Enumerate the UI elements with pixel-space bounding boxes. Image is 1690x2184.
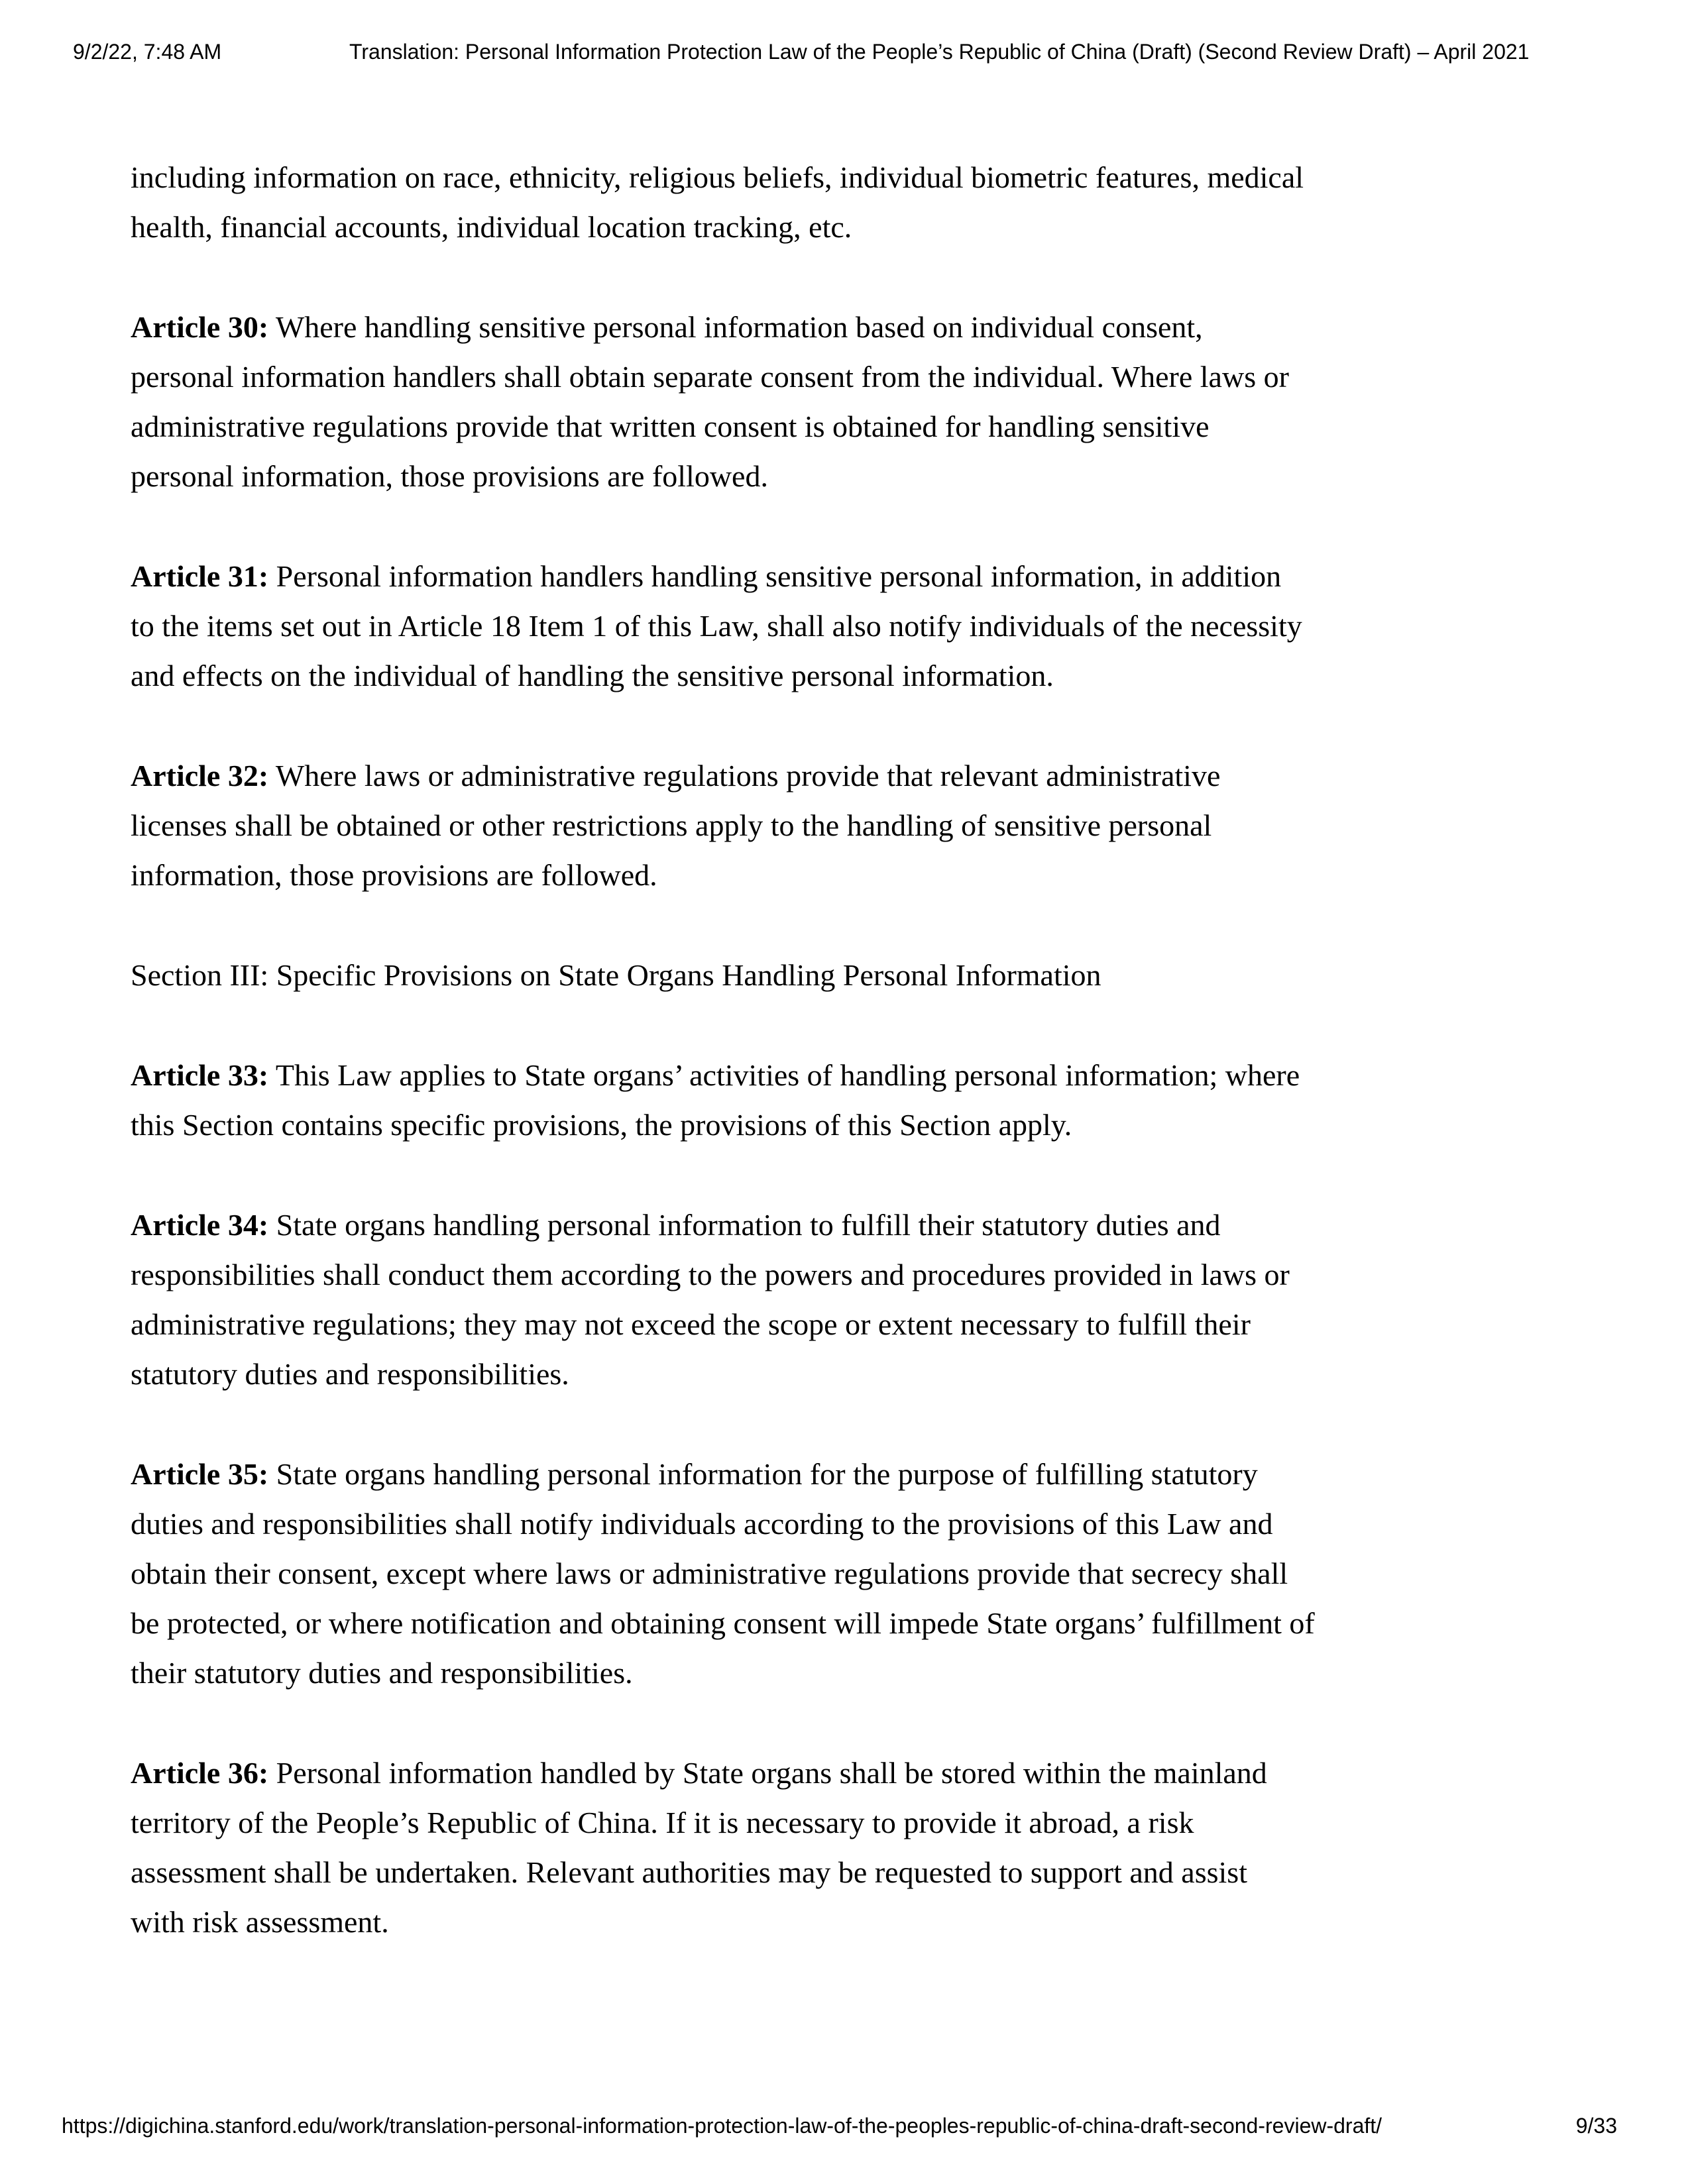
text-line: Article 34: State organs handling personal information to fulfill their statutory duties and xyxy=(131,1208,1221,1242)
text-line: Article 30: Where handling sensitive personal information based on individual consent, xyxy=(131,310,1203,344)
text-line: Article 33: This Law applies to State organs’ activities of handling personal information; where xyxy=(131,1058,1300,1092)
paragraph xyxy=(131,551,1589,700)
article-label: Article 33: xyxy=(131,1058,269,1092)
text-line: personal information handlers shall obtain separate consent from the individual. Where laws or xyxy=(131,360,1289,394)
text-line: Article 32: Where laws or administrative regulations provide that relevant administrative xyxy=(131,759,1221,792)
article-label: Article 35: xyxy=(131,1457,269,1491)
article-label: Article 31: xyxy=(131,559,269,593)
text-line: to the items set out in Article 18 Item 1 of this Law, shall also notify individuals of the necessity xyxy=(131,609,1302,643)
article-label: Article 36: xyxy=(131,1756,269,1790)
paragraph xyxy=(131,1200,1589,1399)
text-line: administrative regulations provide that written consent is obtained for handling sensitive xyxy=(131,410,1210,443)
text-line: Article 31: Personal information handlers handling sensitive personal information, in addition xyxy=(131,559,1282,593)
paragraph xyxy=(131,751,1589,900)
text-line: statutory duties and responsibilities. xyxy=(131,1357,569,1391)
paragraph xyxy=(131,1050,1589,1150)
text-line: their statutory duties and responsibilities. xyxy=(131,1656,633,1690)
print-footer-url: https://digichina.stanford.edu/work/translation-personal-information-protection-law-of-the-peoples-republic-of-china-draft-second-review-draft/ xyxy=(62,2114,1382,2138)
text-line: health, financial accounts, individual location tracking, etc. xyxy=(131,210,852,244)
paragraph xyxy=(131,302,1589,501)
text-line: administrative regulations; they may not exceed the scope or extent necessary to fulfill their xyxy=(131,1307,1251,1341)
text-line: Article 35: State organs handling personal information for the purpose of fulfilling statutory xyxy=(131,1457,1258,1491)
article-label: Article 34: xyxy=(131,1208,269,1242)
text-line: information, those provisions are followed. xyxy=(131,858,657,892)
text-line: territory of the People’s Republic of China. If it is necessary to provide it abroad, a risk xyxy=(131,1806,1194,1839)
print-header-document-title: Translation: Personal Information Protection Law of the People’s Republic of China (Draft) (Second Review Draft) – April 2021 xyxy=(349,40,1530,64)
text-line: duties and responsibilities shall notify individuals according to the provisions of this Law and xyxy=(131,1507,1273,1541)
text-line: personal information, those provisions are followed. xyxy=(131,459,768,493)
paragraph xyxy=(131,152,1589,252)
text-line: this Section contains specific provisions, the provisions of this Section apply. xyxy=(131,1108,1072,1142)
text-line: with risk assessment. xyxy=(131,1905,389,1939)
text-line: be protected, or where notification and obtaining consent will impede State organs’ fulfillment of xyxy=(131,1606,1315,1640)
text-line: licenses shall be obtained or other restrictions apply to the handling of sensitive personal xyxy=(131,808,1212,842)
paragraph xyxy=(131,950,1589,1000)
text-line: obtain their consent, except where laws or administrative regulations provide that secrecy shall xyxy=(131,1556,1288,1590)
article-label: Article 32: xyxy=(131,759,269,792)
paragraph xyxy=(131,1449,1589,1698)
text-line: responsibilities shall conduct them according to the powers and procedures provided in laws or xyxy=(131,1258,1290,1291)
text-line: assessment shall be undertaken. Relevant authorities may be requested to support and assist xyxy=(131,1855,1247,1889)
text-line: including information on race, ethnicity, religious beliefs, individual biometric features, medical xyxy=(131,160,1304,194)
print-header-datetime: 9/2/22, 7:48 AM xyxy=(73,40,222,64)
text-line: Article 36: Personal information handled by State organs shall be stored within the mainland xyxy=(131,1756,1267,1790)
text-line: and effects on the individual of handling the sensitive personal information. xyxy=(131,659,1054,692)
text-line: Section III: Specific Provisions on State Organs Handling Personal Information xyxy=(131,958,1101,992)
paragraph xyxy=(131,1748,1589,1947)
document-body xyxy=(131,152,1589,1997)
print-footer-page-number: 9/33 xyxy=(1575,2114,1617,2138)
article-label: Article 30: xyxy=(131,310,269,344)
